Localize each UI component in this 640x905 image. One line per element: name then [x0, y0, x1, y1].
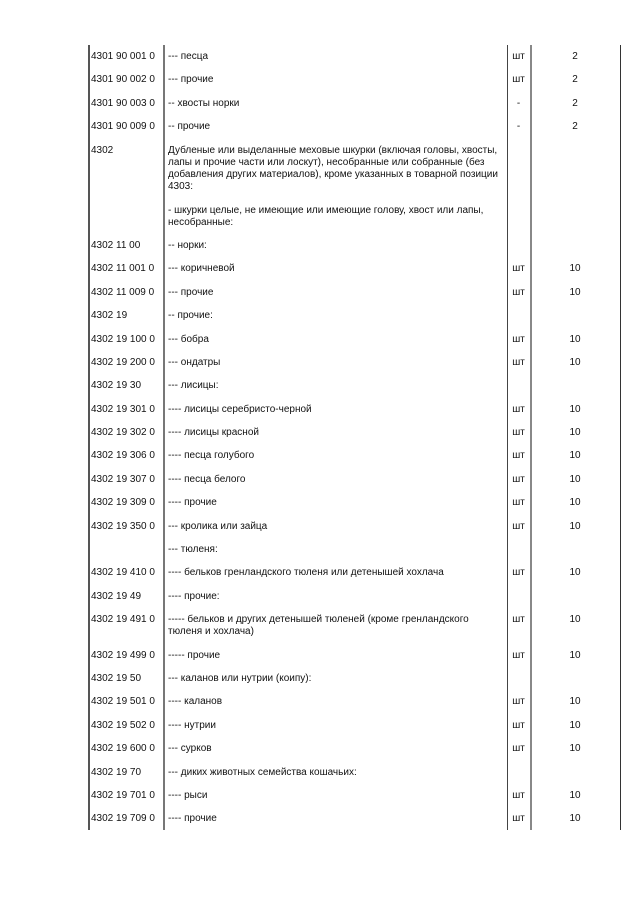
description: [165, 404, 507, 416]
unit: [507, 767, 530, 779]
description: [165, 673, 507, 685]
duty-rate: 10: [569, 743, 581, 755]
description-paragraph: --- сурков: [168, 743, 212, 755]
unit: [507, 673, 530, 685]
commodity-code: 4302 19 501 0: [91, 696, 155, 708]
commodity-code: 4301 90 009 0: [91, 121, 155, 133]
unit: шт: [512, 614, 525, 626]
description: [165, 567, 507, 579]
table-row: [88, 444, 622, 467]
description: [165, 790, 507, 802]
description: [165, 544, 507, 556]
duty-rate: 10: [569, 263, 581, 275]
duty-rate: [530, 380, 620, 392]
unit: шт: [512, 789, 525, 801]
table-row: [88, 737, 622, 760]
description: [165, 767, 507, 779]
description: [165, 334, 507, 346]
commodity-code: 4301 90 001 0: [91, 51, 155, 62]
description-paragraph: --- лисицы:: [168, 380, 219, 392]
table-row: [88, 115, 622, 138]
commodity-code: 4302 19 302 0: [91, 427, 155, 439]
duty-rate: [530, 673, 620, 685]
commodity-code: 4302 11 001 0: [91, 263, 155, 275]
table-row: [88, 281, 622, 304]
duty-rate: 10: [569, 403, 581, 415]
duty-rate: 10: [569, 696, 581, 708]
description: [165, 310, 507, 322]
duty-rate: 10: [569, 719, 581, 731]
description: [165, 263, 507, 275]
duty-rate: 10: [569, 614, 581, 626]
description: [165, 450, 507, 462]
description-paragraph: --- тюленя:: [168, 544, 218, 556]
table-row: [88, 398, 622, 421]
description-paragraph: ---- прочие: [168, 813, 217, 825]
table-row: [88, 644, 622, 667]
description-paragraph: ---- лисицы красной: [168, 427, 259, 439]
commodity-code: [88, 544, 165, 556]
unit: шт: [512, 649, 525, 661]
description-paragraph: -- норки:: [168, 239, 207, 251]
description-paragraph: ---- лисицы серебристо-черной: [168, 403, 312, 415]
description-paragraph: --- кролика или зайца: [168, 520, 268, 532]
table-row: [88, 807, 622, 830]
description-paragraph: - шкурки целые, не имеющие или имеющие голову, хвост или лапы, несобранные:: [168, 204, 484, 228]
table-row: [88, 585, 622, 608]
table-row: [88, 761, 622, 784]
commodity-code: 4302 19 30: [91, 380, 142, 392]
unit: шт: [512, 333, 525, 345]
description-paragraph: --- коричневой: [168, 263, 235, 275]
description: [165, 51, 507, 63]
unit: [507, 240, 530, 252]
table-row: [88, 304, 622, 327]
table-row: [88, 515, 622, 538]
description: [165, 98, 507, 110]
duty-rate: 2: [572, 74, 578, 86]
table-row: [88, 561, 622, 584]
table-row: [88, 538, 622, 561]
table-body: [88, 45, 622, 831]
duty-rate: 10: [569, 333, 581, 345]
table-row: [88, 45, 622, 68]
commodity-code: 4302 19 50: [91, 672, 142, 684]
description: [165, 650, 507, 662]
commodity-code: 4302 19 491 0: [91, 614, 155, 626]
commodity-code: 4301 90 002 0: [91, 74, 155, 86]
duty-rate: 10: [569, 286, 581, 298]
commodity-code: 4302 11 00: [91, 239, 141, 251]
duty-rate: 10: [569, 473, 581, 485]
table-row: [88, 468, 622, 491]
duty-rate: [530, 544, 620, 556]
duty-rate: 2: [572, 97, 578, 109]
table-row: [88, 257, 622, 280]
description-paragraph: --- каланов или нутрии (коипу):: [168, 672, 312, 684]
description: [165, 813, 507, 825]
description: [165, 474, 507, 486]
description-paragraph: ---- каланов: [168, 696, 223, 708]
unit: шт: [512, 473, 525, 485]
unit: шт: [512, 520, 525, 532]
description-paragraph: --- прочие: [168, 286, 214, 298]
description-paragraph: ----- бельков и других детенышей тюленей (кроме гренландского тюленя и хохлача): [168, 614, 469, 638]
unit: шт: [512, 51, 525, 62]
table-row: [88, 690, 622, 713]
description: [165, 521, 507, 533]
description: [165, 240, 507, 252]
description-paragraph: ---- нутрии: [168, 719, 216, 731]
unit: шт: [512, 567, 525, 579]
unit: шт: [512, 356, 525, 368]
description: [165, 145, 507, 229]
table-row: [88, 374, 622, 397]
commodity-code: 4302 19 100 0: [91, 333, 155, 345]
description-paragraph: --- песца: [168, 51, 209, 62]
unit: шт: [512, 427, 525, 439]
unit: [507, 310, 530, 322]
description-paragraph: -- прочие:: [168, 310, 213, 322]
description: [165, 720, 507, 732]
unit: шт: [512, 286, 525, 298]
duty-rate: 10: [569, 427, 581, 439]
table-row: [88, 608, 622, 643]
commodity-code: 4302 19 307 0: [91, 473, 155, 485]
tariff-table: [88, 45, 622, 830]
unit: шт: [512, 743, 525, 755]
unit: шт: [512, 263, 525, 275]
duty-rate: [530, 591, 620, 603]
unit: [507, 591, 530, 603]
description-paragraph: --- ондатры: [168, 356, 221, 368]
duty-rate: [530, 240, 620, 252]
table-row: [88, 139, 622, 234]
description: [165, 287, 507, 299]
commodity-code: 4302 19: [91, 310, 128, 322]
duty-rate: 10: [569, 520, 581, 532]
description: [165, 357, 507, 369]
duty-rate: 10: [569, 649, 581, 661]
description-paragraph: --- прочие: [168, 74, 214, 86]
description: [165, 591, 507, 603]
description-paragraph: -- прочие: [168, 121, 211, 133]
duty-rate: 2: [572, 51, 578, 62]
unit: шт: [512, 813, 525, 825]
description-paragraph: ---- прочие: [168, 497, 217, 509]
description: [165, 696, 507, 708]
description-paragraph: ---- прочие:: [168, 590, 220, 602]
description-paragraph: --- диких животных семейства кошачьих:: [168, 766, 357, 778]
unit: шт: [512, 450, 525, 462]
description: [165, 74, 507, 86]
commodity-code: 4302: [91, 144, 114, 156]
description: [165, 743, 507, 755]
table-row: [88, 667, 622, 690]
commodity-code: 4302 19 306 0: [91, 450, 155, 462]
unit: [507, 145, 530, 229]
unit: [507, 380, 530, 392]
duty-rate: [530, 767, 620, 779]
commodity-code: 4302 11 009 0: [91, 286, 155, 298]
unit: -: [516, 97, 521, 109]
duty-rate: 10: [569, 497, 581, 509]
description: [165, 427, 507, 439]
description: [165, 121, 507, 133]
unit: [507, 544, 530, 556]
duty-rate: [530, 310, 620, 322]
unit: шт: [512, 696, 525, 708]
duty-rate: 10: [569, 567, 581, 579]
commodity-code: 4302 19 499 0: [91, 649, 155, 661]
unit: шт: [512, 719, 525, 731]
description-paragraph: Дубленые или выделанные меховые шкурки (включая головы, хвосты, лапы и прочие части или лоскут), несобранные или собранные (без добавления других материалов), кроме указанных в товарной позиции 4303:: [168, 144, 498, 192]
commodity-code: 4302 19 709 0: [91, 813, 155, 825]
table-row: [88, 784, 622, 807]
commodity-code: 4302 19 410 0: [91, 567, 155, 579]
description-paragraph: -- хвосты норки: [168, 97, 240, 109]
unit: шт: [512, 497, 525, 509]
description: [165, 614, 507, 638]
table-row: [88, 68, 622, 91]
duty-rate: 2: [572, 121, 578, 133]
unit: шт: [512, 74, 525, 86]
description-paragraph: ---- рыси: [168, 789, 208, 801]
table-row: [88, 491, 622, 514]
description-paragraph: --- бобра: [168, 333, 209, 345]
unit: шт: [512, 403, 525, 415]
description-paragraph: ---- песца белого: [168, 473, 246, 485]
description: [165, 497, 507, 509]
description-paragraph: ---- песца голубого: [168, 450, 255, 462]
description: [165, 380, 507, 392]
commodity-code: 4302 19 701 0: [91, 789, 155, 801]
duty-rate: 10: [569, 813, 581, 825]
description-paragraph: ----- прочие: [168, 649, 221, 661]
duty-rate: 10: [569, 356, 581, 368]
commodity-code: 4302 19 600 0: [91, 743, 155, 755]
commodity-code: 4301 90 003 0: [91, 97, 155, 109]
table-row: [88, 421, 622, 444]
commodity-code: 4302 19 49: [91, 590, 142, 602]
commodity-code: 4302 19 301 0: [91, 403, 155, 415]
table-row: [88, 92, 622, 115]
unit: -: [516, 121, 521, 133]
commodity-code: 4302 19 200 0: [91, 356, 155, 368]
commodity-code: 4302 19 350 0: [91, 520, 155, 532]
table-row: [88, 328, 622, 351]
duty-rate: 10: [569, 789, 581, 801]
table-row: [88, 234, 622, 257]
duty-rate: 10: [569, 450, 581, 462]
description-paragraph: ---- бельков гренландского тюленя или детенышей хохлача: [168, 567, 444, 579]
table-row: [88, 714, 622, 737]
commodity-code: 4302 19 309 0: [91, 497, 155, 509]
duty-rate: [530, 145, 620, 229]
commodity-code: 4302 19 70: [91, 766, 142, 778]
commodity-code: 4302 19 502 0: [91, 719, 155, 731]
table-row: [88, 351, 622, 374]
